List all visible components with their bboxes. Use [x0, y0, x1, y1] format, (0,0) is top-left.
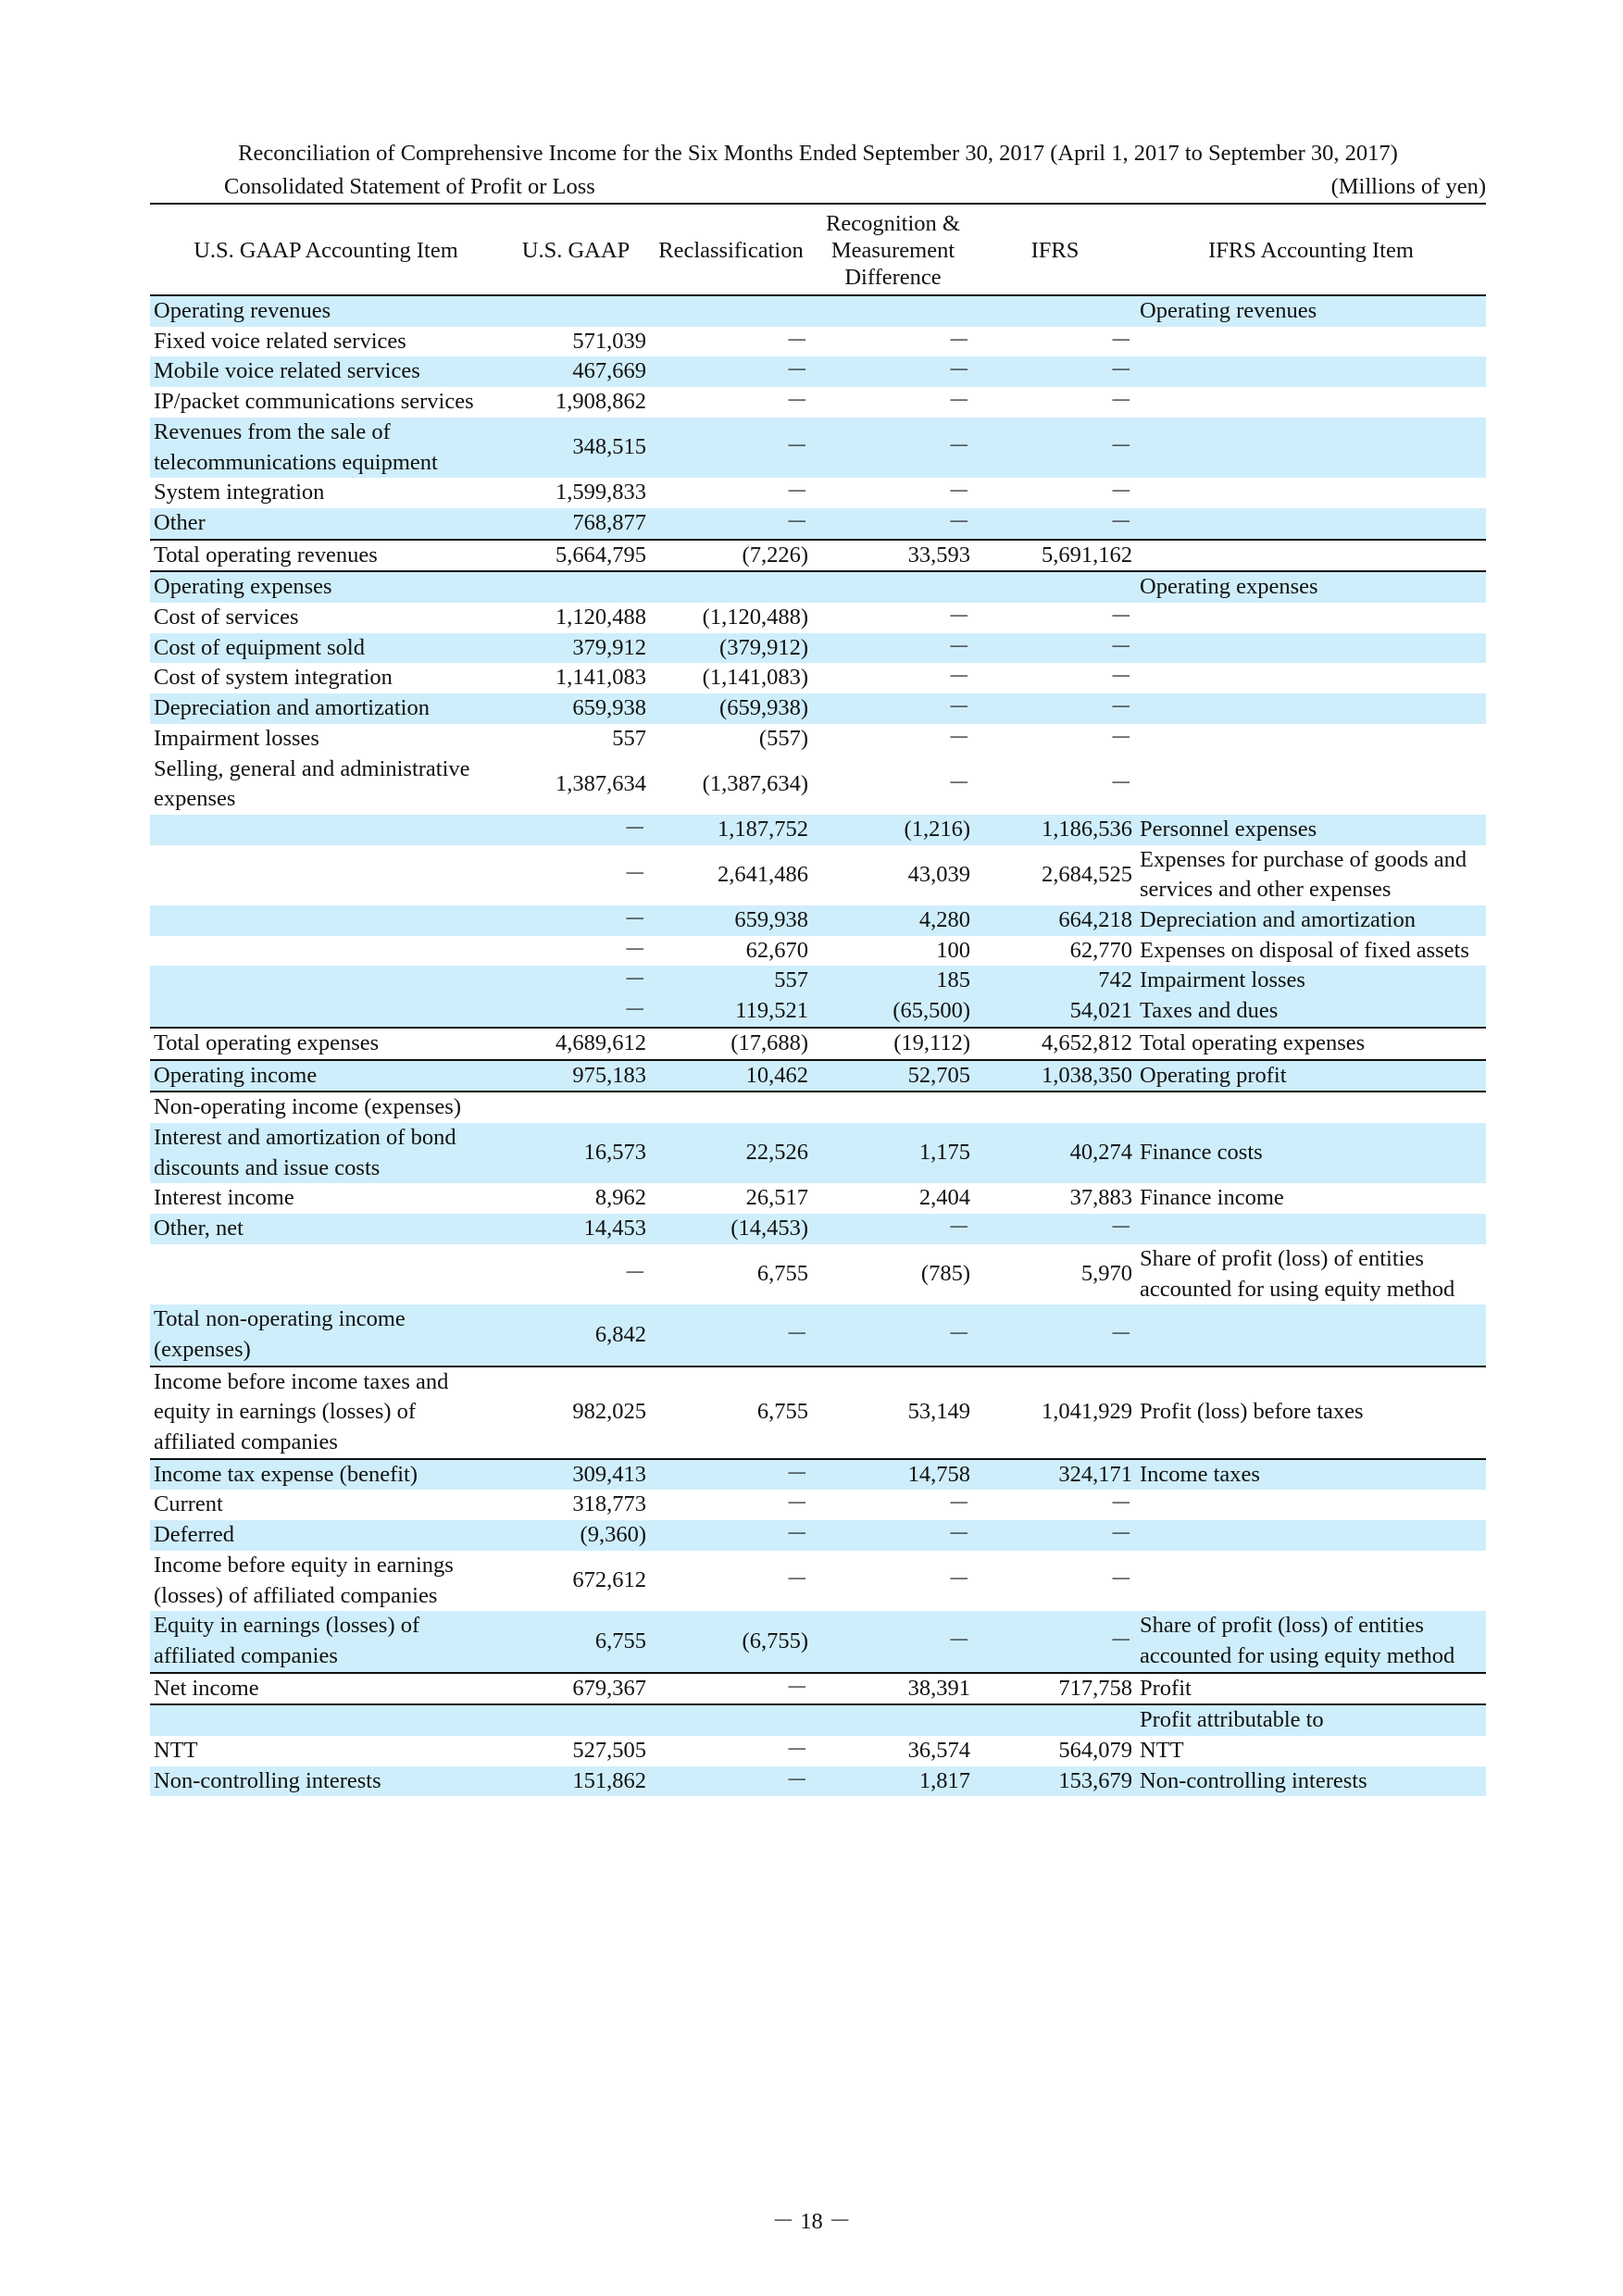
- recognition-difference-cell: －: [812, 633, 974, 664]
- gaap-value-cell: 6,842: [502, 1304, 650, 1366]
- ifrs-value-cell: －: [974, 633, 1136, 664]
- table-row: [150, 571, 1486, 603]
- gaap-item-cell: [150, 936, 502, 967]
- table-row: [150, 905, 1486, 936]
- ifrs-item-cell: [1136, 603, 1486, 633]
- gaap-value-cell: －: [502, 815, 650, 845]
- reclassification-cell: [650, 1704, 812, 1736]
- gaap-item-cell: Income tax expense (benefit): [150, 1459, 502, 1491]
- recognition-difference-cell: －: [812, 1520, 974, 1551]
- gaap-item-cell: Equity in earnings (losses) of affiliated companies: [150, 1611, 502, 1672]
- reclassification-cell: (14,453): [650, 1214, 812, 1244]
- ifrs-value-cell: －: [974, 356, 1136, 387]
- gaap-value-cell: －: [502, 966, 650, 996]
- reclassification-cell: 10,462: [650, 1060, 812, 1092]
- recognition-difference-cell: －: [947, 725, 970, 751]
- gaap-value-cell: 318,773: [572, 1491, 646, 1517]
- ifrs-item-cell: Taxes and dues: [1136, 996, 1486, 1028]
- ifrs-value-cell: －: [974, 1611, 1136, 1672]
- ifrs-value-cell: －: [1109, 480, 1132, 505]
- gaap-item-cell: Deferred: [150, 1520, 502, 1551]
- ifrs-item-cell: [1136, 633, 1486, 664]
- ifrs-item-cell: [1136, 1490, 1486, 1520]
- recognition-difference-cell: (65,500): [812, 996, 974, 1028]
- recognition-difference-cell: 4,280: [812, 905, 974, 936]
- ifrs-value-cell: －: [1109, 1491, 1132, 1517]
- gaap-item-cell: Income before equity in earnings (losses) of affiliated companies: [154, 1552, 454, 1608]
- recognition-difference-cell: 1,175: [812, 1123, 974, 1183]
- gaap-item-cell: [150, 905, 502, 936]
- col-header-reclassification: Reclassification: [658, 238, 804, 263]
- recognition-difference-cell: (1,216): [812, 815, 974, 845]
- reclassification-cell: －: [650, 356, 812, 387]
- table-row: [150, 603, 1486, 633]
- ifrs-item-cell: Share of profit (loss) of entities accounted for using equity method: [1140, 1245, 1455, 1302]
- recognition-difference-cell: －: [812, 1611, 974, 1672]
- gaap-item-cell: Non-operating income (expenses): [150, 1092, 502, 1123]
- reclassification-cell: －: [650, 1459, 812, 1491]
- gaap-item-cell: Cost of equipment sold: [150, 633, 502, 664]
- recognition-difference-cell: －: [812, 356, 974, 387]
- recognition-difference-cell: －: [947, 665, 970, 691]
- recognition-difference-cell: －: [947, 1567, 970, 1593]
- ifrs-value-cell: 40,274: [974, 1123, 1136, 1183]
- gaap-value-cell: [502, 571, 650, 603]
- gaap-value-cell: 6,755: [502, 1611, 650, 1672]
- gaap-value-cell: －: [623, 1261, 646, 1287]
- recognition-difference-cell: 43,039: [907, 862, 970, 887]
- gaap-value-cell: (9,360): [502, 1520, 650, 1551]
- gaap-value-cell: [502, 1092, 650, 1123]
- ifrs-value-cell: 324,171: [974, 1459, 1136, 1491]
- ifrs-value-cell: 564,079: [1058, 1738, 1132, 1764]
- ifrs-value-cell: 1,038,350: [974, 1060, 1136, 1092]
- reclassification-cell: 1,187,752: [650, 815, 812, 845]
- gaap-value-cell: －: [502, 905, 650, 936]
- gaap-item-cell: Current: [154, 1491, 223, 1517]
- document-title: Reconciliation of Comprehensive Income for the Six Months Ended September 30, 2017 (April 1, 2017 to September 30, 2017): [238, 141, 1398, 166]
- gaap-value-cell: 5,664,795: [502, 540, 650, 572]
- col-header-recognition: Recognition & Measurement Difference: [826, 211, 960, 290]
- gaap-item-cell: Selling, general and administrative expenses: [154, 755, 470, 812]
- recognition-difference-cell: [812, 571, 974, 603]
- table-row: [150, 1490, 1486, 1520]
- table-row: [150, 1736, 1486, 1766]
- table-row: [150, 1673, 1486, 1705]
- gaap-value-cell: 14,453: [502, 1214, 650, 1244]
- recognition-difference-cell: －: [812, 693, 974, 724]
- ifrs-value-cell: 62,770: [1069, 937, 1132, 963]
- gaap-item-cell: Depreciation and amortization: [150, 693, 502, 724]
- reclassification-cell: 2,641,486: [718, 862, 808, 887]
- recognition-difference-cell: [812, 295, 974, 327]
- gaap-item-cell: IP/packet communications services: [154, 389, 474, 415]
- ifrs-value-cell: －: [974, 693, 1136, 724]
- table-row: [150, 966, 1486, 996]
- ifrs-item-cell: Share of profit (loss) of entities accounted for using equity method: [1136, 1611, 1486, 1672]
- recognition-difference-cell: －: [947, 770, 970, 796]
- gaap-value-cell: 309,413: [502, 1459, 650, 1491]
- table-row: [150, 1123, 1486, 1183]
- ifrs-value-cell: 5,691,162: [974, 540, 1136, 572]
- reclassification-cell: －: [785, 389, 808, 415]
- reclassification-cell: －: [650, 1673, 812, 1705]
- gaap-value-cell: 982,025: [502, 1366, 650, 1459]
- recognition-difference-cell: 38,391: [812, 1673, 974, 1705]
- ifrs-item-cell: [1136, 1551, 1486, 1611]
- table-row: [150, 755, 1486, 815]
- ifrs-value-cell: －: [1109, 770, 1132, 796]
- gaap-item-cell: [150, 1244, 502, 1304]
- ifrs-item-cell: Operating revenues: [1136, 295, 1486, 327]
- recognition-difference-cell: 52,705: [812, 1060, 974, 1092]
- units-label: (Millions of yen): [1330, 174, 1486, 199]
- gaap-item-cell: Net income: [150, 1673, 502, 1705]
- ifrs-value-cell: 5,970: [1080, 1261, 1132, 1287]
- gaap-item-cell: Other, net: [150, 1214, 502, 1244]
- ifrs-value-cell: 4,652,812: [974, 1028, 1136, 1060]
- gaap-item-cell: Operating expenses: [150, 571, 502, 603]
- ifrs-item-cell: [1136, 1092, 1486, 1123]
- gaap-item-cell: Total non-operating income (expenses): [150, 1304, 502, 1366]
- table-row: [150, 1214, 1486, 1244]
- ifrs-value-cell: 54,021: [974, 996, 1136, 1028]
- reclassification-cell: －: [650, 418, 812, 478]
- gaap-item-cell: Operating income: [150, 1060, 502, 1092]
- reclassification-cell: －: [650, 508, 812, 540]
- ifrs-item-cell: Finance costs: [1136, 1123, 1486, 1183]
- statement-name: Consolidated Statement of Profit or Loss: [224, 174, 595, 199]
- ifrs-item-cell: Operating profit: [1136, 1060, 1486, 1092]
- ifrs-item-cell: [1136, 724, 1486, 755]
- header-rule: [150, 203, 1486, 205]
- ifrs-value-cell: －: [974, 1520, 1136, 1551]
- gaap-value-cell: 1,599,833: [556, 480, 646, 505]
- ifrs-item-cell: Total operating expenses: [1136, 1028, 1486, 1060]
- gaap-item-cell: [150, 966, 502, 996]
- gaap-value-cell: 4,689,612: [502, 1028, 650, 1060]
- reclassification-cell: －: [785, 1738, 808, 1764]
- gaap-value-cell: 1,120,488: [556, 605, 646, 630]
- recognition-difference-cell: －: [947, 389, 970, 415]
- table-row: [150, 1704, 1486, 1736]
- gaap-value-cell: 16,573: [502, 1123, 650, 1183]
- ifrs-value-cell: －: [1109, 605, 1132, 630]
- recognition-difference-cell: －: [812, 418, 974, 478]
- table-row: [150, 1304, 1486, 1366]
- table-row: [150, 633, 1486, 664]
- gaap-item-cell: Impairment losses: [154, 725, 319, 751]
- ifrs-item-cell: Expenses on disposal of fixed assets: [1140, 937, 1469, 963]
- gaap-value-cell: 571,039: [572, 328, 646, 354]
- ifrs-item-cell: NTT: [1140, 1738, 1184, 1764]
- reclassification-cell: (1,120,488): [702, 605, 808, 630]
- ifrs-value-cell: 2,684,525: [1042, 862, 1132, 887]
- gaap-value-cell: －: [623, 862, 646, 887]
- gaap-item-cell: Non-controlling interests: [150, 1766, 502, 1797]
- ifrs-item-cell: Non-controlling interests: [1136, 1766, 1486, 1797]
- gaap-value-cell: 679,367: [502, 1673, 650, 1705]
- ifrs-item-cell: Profit: [1136, 1673, 1486, 1705]
- table-row: [150, 1366, 1486, 1459]
- gaap-value-cell: 379,912: [502, 633, 650, 664]
- reclassification-cell: －: [650, 1766, 812, 1797]
- gaap-value-cell: 8,962: [594, 1185, 646, 1211]
- ifrs-item-cell: [1136, 327, 1486, 357]
- ifrs-value-cell: －: [974, 1214, 1136, 1244]
- ifrs-item-cell: Depreciation and amortization: [1136, 905, 1486, 936]
- ifrs-value-cell: 153,679: [974, 1766, 1136, 1797]
- ifrs-value-cell: 37,883: [1069, 1185, 1132, 1211]
- ifrs-item-cell: Profit (loss) before taxes: [1136, 1366, 1486, 1459]
- recognition-difference-cell: －: [947, 328, 970, 354]
- ifrs-value-cell: －: [1109, 389, 1132, 415]
- recognition-difference-cell: 100: [936, 937, 970, 963]
- gaap-value-cell: 467,669: [502, 356, 650, 387]
- gaap-item-cell: [150, 996, 502, 1028]
- table-row: [150, 295, 1486, 327]
- table-row: [150, 1244, 1486, 1304]
- table-row: [150, 1611, 1486, 1672]
- gaap-value-cell: [502, 295, 650, 327]
- ifrs-value-cell: －: [1109, 1567, 1132, 1593]
- gaap-item-cell: [150, 845, 502, 905]
- recognition-difference-cell: 14,758: [812, 1459, 974, 1491]
- recognition-difference-cell: 53,149: [812, 1366, 974, 1459]
- reclassification-cell: 6,755: [650, 1366, 812, 1459]
- recognition-difference-cell: (19,112): [812, 1028, 974, 1060]
- table-row: [150, 327, 1486, 357]
- recognition-difference-cell: 33,593: [812, 540, 974, 572]
- ifrs-item-cell: [1136, 1520, 1486, 1551]
- ifrs-value-cell: －: [974, 508, 1136, 540]
- reclassification-cell: (17,688): [650, 1028, 812, 1060]
- table-row: [150, 387, 1486, 418]
- ifrs-value-cell: [974, 295, 1136, 327]
- recognition-difference-cell: －: [812, 1214, 974, 1244]
- ifrs-item-cell: [1136, 1304, 1486, 1366]
- recognition-difference-cell: －: [947, 605, 970, 630]
- recognition-difference-cell: 185: [812, 966, 974, 996]
- reclassification-cell: (379,912): [650, 633, 812, 664]
- gaap-value-cell: 527,505: [572, 1738, 646, 1764]
- ifrs-value-cell: [974, 1704, 1136, 1736]
- gaap-item-cell: Revenues from the sale of telecommunications equipment: [150, 418, 502, 478]
- col-header-gaap-item: U.S. GAAP Accounting Item: [194, 238, 458, 263]
- reclassification-cell: －: [650, 1304, 812, 1366]
- table-row: [150, 693, 1486, 724]
- table-row: [150, 663, 1486, 693]
- subtitle-bar: [150, 172, 1486, 202]
- gaap-item-cell: Mobile voice related services: [150, 356, 502, 387]
- gaap-value-cell: 1,908,862: [556, 389, 646, 415]
- reclassification-cell: [650, 571, 812, 603]
- reclassification-cell: 6,755: [756, 1261, 808, 1287]
- ifrs-item-cell: [1136, 755, 1486, 815]
- table-row: [150, 1551, 1486, 1611]
- ifrs-value-cell: －: [1109, 665, 1132, 691]
- gaap-item-cell: Total operating revenues: [150, 540, 502, 572]
- ifrs-item-cell: Operating expenses: [1136, 571, 1486, 603]
- table-row: [150, 1520, 1486, 1551]
- gaap-item-cell: Income before income taxes and equity in earnings (losses) of affiliated companies: [150, 1366, 502, 1459]
- ifrs-item-cell: Finance income: [1140, 1185, 1284, 1211]
- reclassification-cell: －: [650, 1520, 812, 1551]
- ifrs-item-cell: [1136, 663, 1486, 693]
- col-header-ifrs: IFRS: [1030, 238, 1080, 263]
- ifrs-item-cell: [1136, 540, 1486, 572]
- reclassification-cell: －: [785, 328, 808, 354]
- gaap-value-cell: 975,183: [502, 1060, 650, 1092]
- gaap-item-cell: Other: [150, 508, 502, 540]
- reclassification-cell: (1,387,634): [702, 770, 808, 796]
- ifrs-item-cell: [1136, 387, 1486, 418]
- gaap-value-cell: 348,515: [502, 418, 650, 478]
- recognition-difference-cell: －: [947, 480, 970, 505]
- recognition-difference-cell: [812, 1704, 974, 1736]
- reclassification-cell: －: [785, 1491, 808, 1517]
- recognition-difference-cell: (785): [920, 1261, 970, 1287]
- ifrs-item-cell: [1136, 356, 1486, 387]
- page-number: － 18 －: [771, 2209, 852, 2234]
- reclassification-cell: －: [785, 1567, 808, 1593]
- reconciliation-table: [150, 206, 1486, 1796]
- ifrs-item-cell: Impairment losses: [1136, 966, 1486, 996]
- ifrs-value-cell: －: [1109, 725, 1132, 751]
- ifrs-item-cell: Profit attributable to: [1136, 1704, 1486, 1736]
- reclassification-cell: [650, 1092, 812, 1123]
- gaap-item-cell: NTT: [154, 1738, 198, 1764]
- table-row: [150, 1060, 1486, 1092]
- table-row: [150, 508, 1486, 540]
- recognition-difference-cell: [812, 1092, 974, 1123]
- gaap-item-cell: Cost of services: [154, 605, 299, 630]
- gaap-value-cell: 672,612: [572, 1567, 646, 1593]
- gaap-value-cell: [502, 1704, 650, 1736]
- gaap-value-cell: －: [502, 996, 650, 1028]
- recognition-difference-cell: 2,404: [918, 1185, 970, 1211]
- reclassification-cell: 22,526: [650, 1123, 812, 1183]
- ifrs-value-cell: [974, 1092, 1136, 1123]
- col-header-gaap: U.S. GAAP: [521, 238, 630, 263]
- gaap-value-cell: －: [623, 937, 646, 963]
- recognition-difference-cell: －: [812, 508, 974, 540]
- ifrs-item-cell: [1136, 508, 1486, 540]
- gaap-item-cell: Total operating expenses: [150, 1028, 502, 1060]
- ifrs-value-cell: 1,186,536: [974, 815, 1136, 845]
- reclassification-cell: 119,521: [650, 996, 812, 1028]
- reclassification-cell: －: [785, 480, 808, 505]
- table-row: [150, 1028, 1486, 1060]
- table-row: [150, 724, 1486, 755]
- reclassification-cell: 26,517: [745, 1185, 808, 1211]
- ifrs-item-cell: Expenses for purchase of goods and services and other expenses: [1140, 846, 1467, 903]
- reclassification-cell: (659,938): [650, 693, 812, 724]
- reclassification-cell: (6,755): [650, 1611, 812, 1672]
- table-row: [150, 1459, 1486, 1491]
- recognition-difference-cell: 36,574: [907, 1738, 970, 1764]
- gaap-item-cell: Fixed voice related services: [154, 328, 406, 354]
- gaap-item-cell: [150, 815, 502, 845]
- ifrs-item-cell: [1136, 1214, 1486, 1244]
- ifrs-value-cell: －: [1109, 328, 1132, 354]
- table-row: [150, 1766, 1486, 1797]
- reclassification-cell: 659,938: [650, 905, 812, 936]
- gaap-value-cell: 768,877: [502, 508, 650, 540]
- recognition-difference-cell: 1,817: [812, 1766, 974, 1797]
- reclassification-cell: 62,670: [745, 937, 808, 963]
- gaap-value-cell: 1,141,083: [556, 665, 646, 691]
- table-row: [150, 996, 1486, 1028]
- gaap-value-cell: 1,387,634: [556, 770, 646, 796]
- gaap-value-cell: 659,938: [502, 693, 650, 724]
- col-header-ifrs-item: IFRS Accounting Item: [1208, 238, 1414, 263]
- reclassification-cell: [650, 295, 812, 327]
- table-row: [150, 356, 1486, 387]
- ifrs-value-cell: 742: [974, 966, 1136, 996]
- gaap-item-cell: System integration: [154, 480, 325, 505]
- ifrs-item-cell: Personnel expenses: [1136, 815, 1486, 845]
- ifrs-item-cell: [1136, 418, 1486, 478]
- ifrs-value-cell: －: [974, 1304, 1136, 1366]
- ifrs-item-cell: [1136, 693, 1486, 724]
- ifrs-item-cell: [1136, 478, 1486, 508]
- gaap-item-cell: Interest income: [154, 1185, 294, 1211]
- gaap-value-cell: 151,862: [502, 1766, 650, 1797]
- table-row: [150, 1183, 1486, 1214]
- table-row: [150, 418, 1486, 478]
- table-row: [150, 540, 1486, 572]
- table-row: [150, 1092, 1486, 1123]
- table-header-row: [150, 206, 1486, 295]
- ifrs-value-cell: 664,218: [974, 905, 1136, 936]
- table-row: [150, 478, 1486, 508]
- table-row: [150, 815, 1486, 845]
- ifrs-value-cell: [974, 571, 1136, 603]
- reclassification-cell: (557): [758, 725, 808, 751]
- reclassification-cell: 557: [650, 966, 812, 996]
- reclassification-cell: (1,141,083): [702, 665, 808, 691]
- table-row: [150, 936, 1486, 967]
- ifrs-value-cell: －: [974, 418, 1136, 478]
- table-row: [150, 845, 1486, 905]
- gaap-item-cell: Cost of system integration: [154, 665, 393, 691]
- ifrs-item-cell: Income taxes: [1136, 1459, 1486, 1491]
- ifrs-value-cell: 717,758: [974, 1673, 1136, 1705]
- table-body: [150, 295, 1486, 1796]
- ifrs-value-cell: 1,041,929: [974, 1366, 1136, 1459]
- gaap-item-cell: Operating revenues: [150, 295, 502, 327]
- recognition-difference-cell: －: [812, 1304, 974, 1366]
- gaap-item-cell: [150, 1704, 502, 1736]
- recognition-difference-cell: －: [947, 1491, 970, 1517]
- reclassification-cell: (7,226): [650, 540, 812, 572]
- gaap-item-cell: Interest and amortization of bond discounts and issue costs: [150, 1123, 502, 1183]
- gaap-value-cell: 557: [612, 725, 646, 751]
